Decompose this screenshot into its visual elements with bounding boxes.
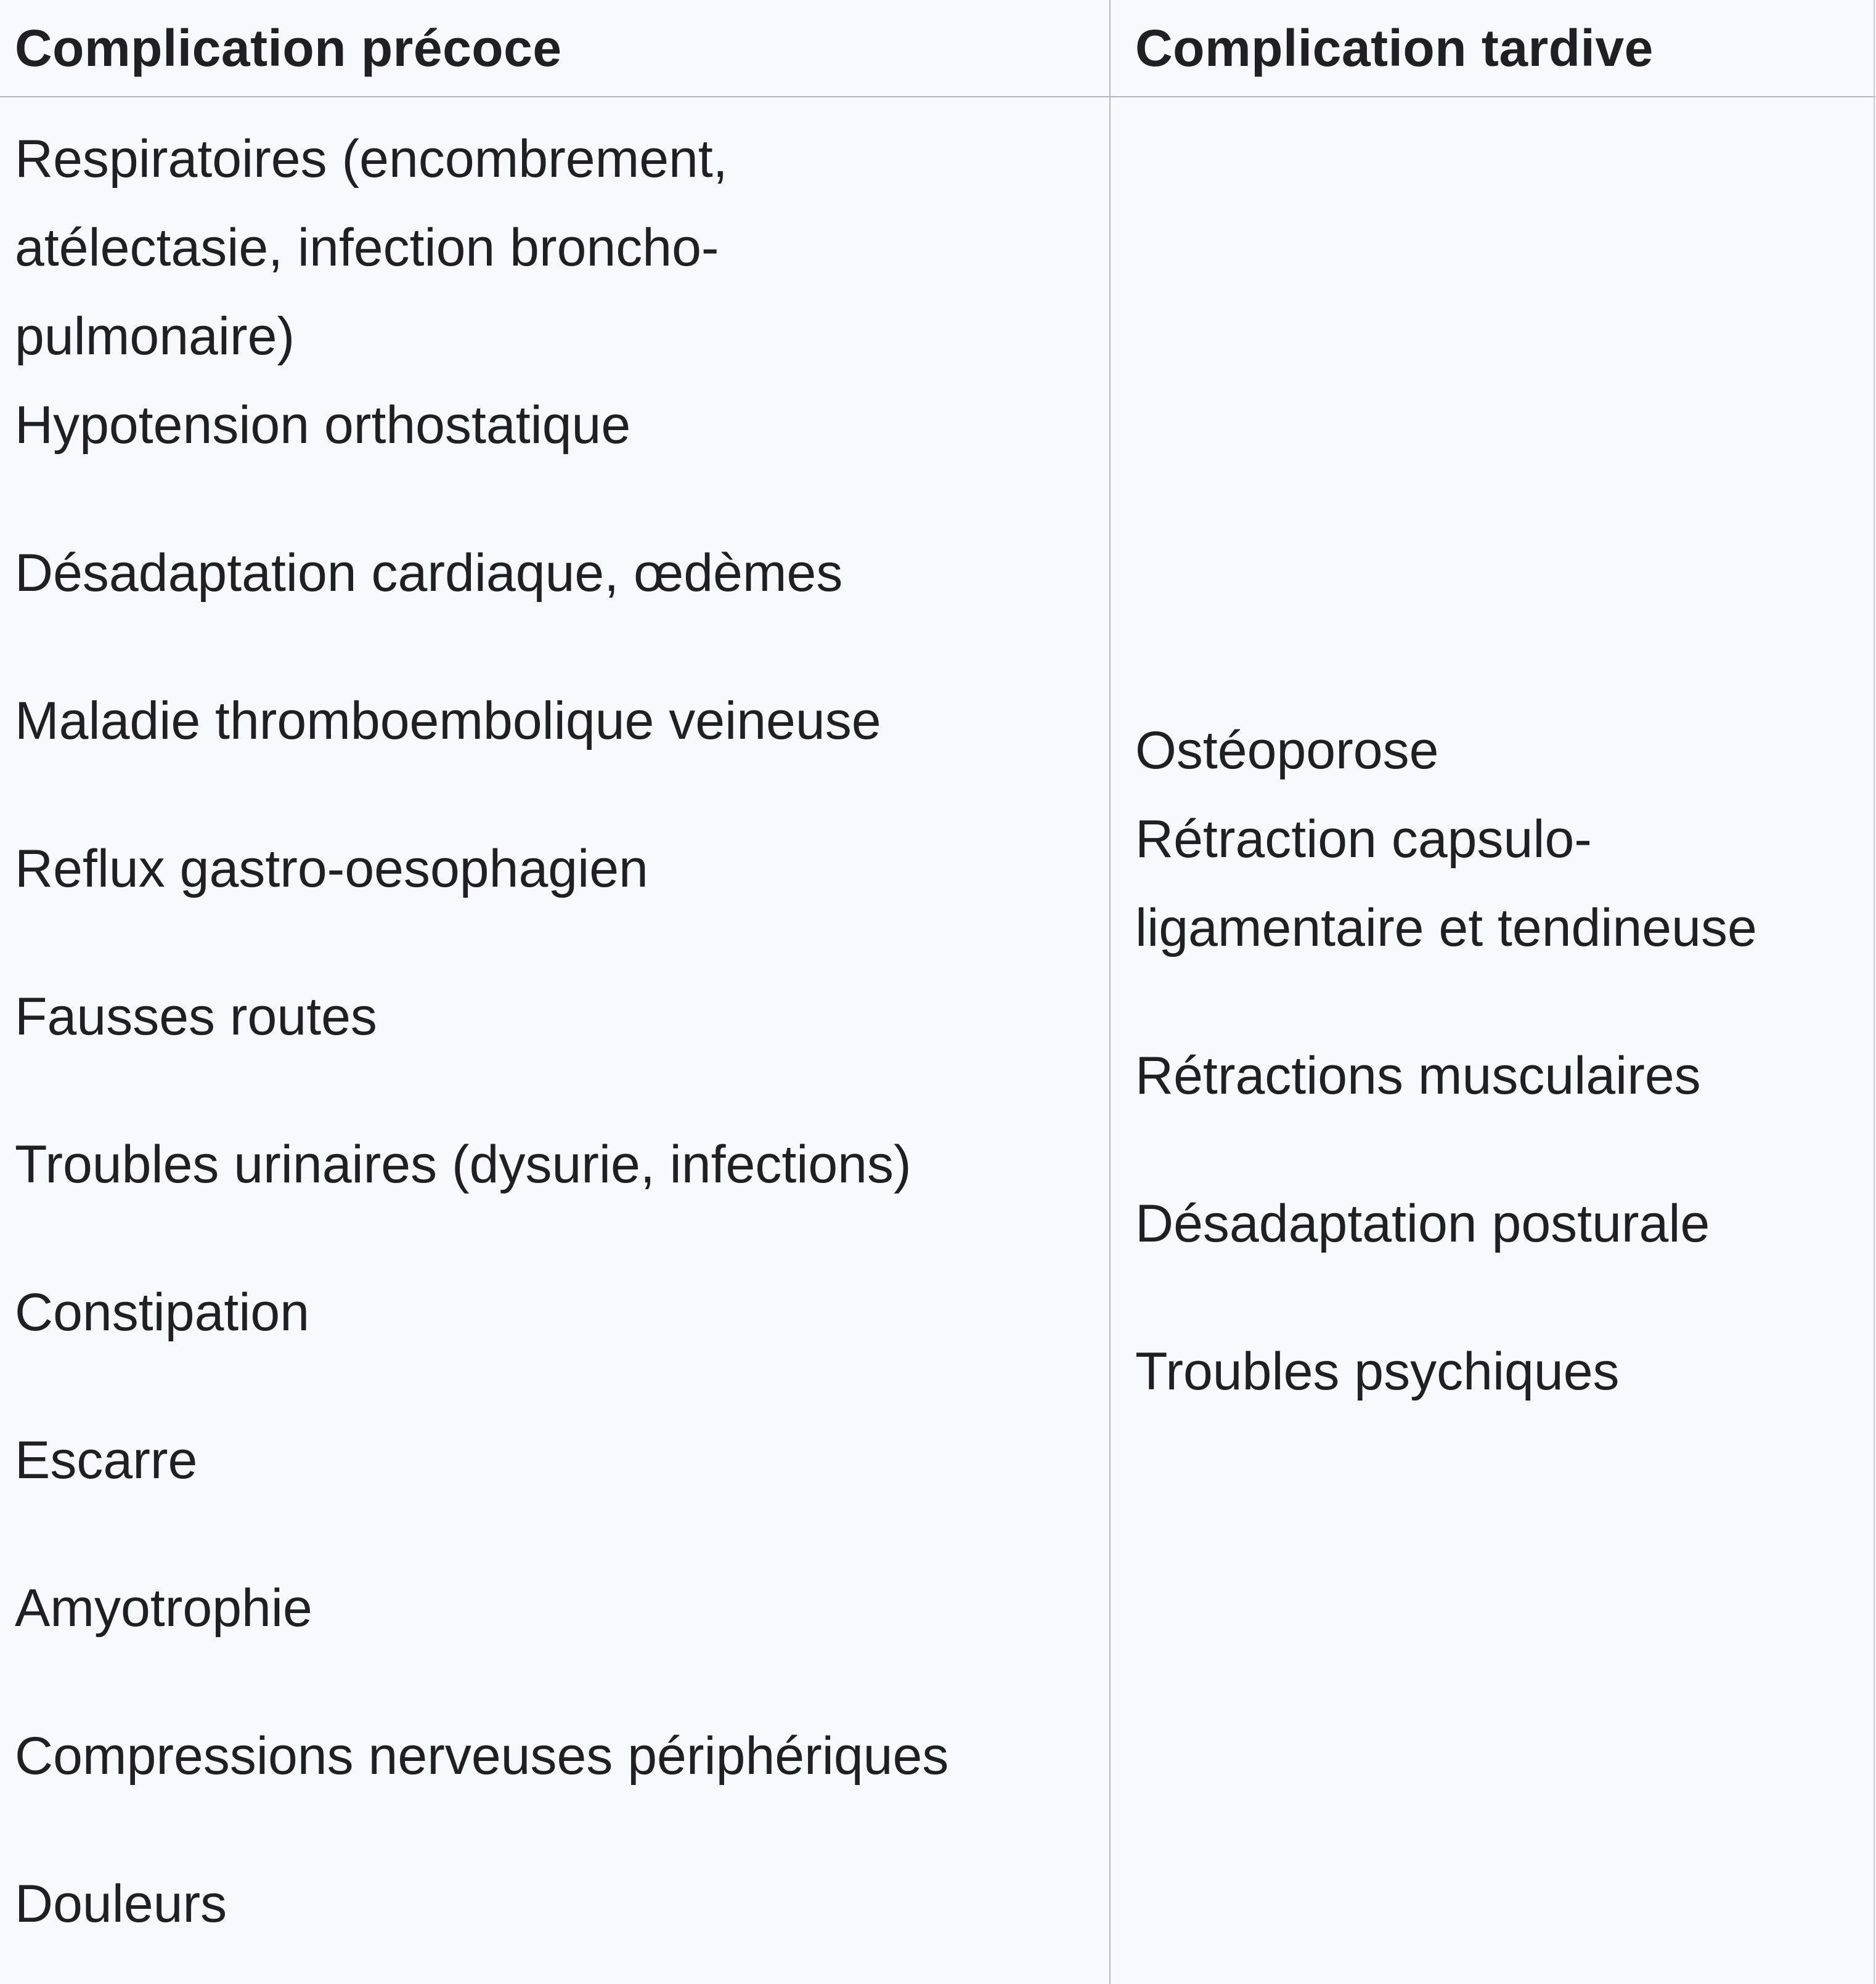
late-item-line: Rétraction capsulo- <box>1135 810 1592 869</box>
early-item: Fausses routes <box>15 987 377 1046</box>
late-item: Troubles psychiques <box>1135 1342 1620 1401</box>
early-item: Constipation <box>15 1283 310 1342</box>
late-item-line: ligamentaire et tendineuse <box>1135 898 1757 957</box>
early-item: Désadaptation cardiaque, œdèmes <box>15 543 843 603</box>
early-item: Amyotrophie <box>15 1579 312 1638</box>
early-item: Maladie thromboembolique veineuse <box>15 691 881 750</box>
early-item: Troubles urinaires (dysurie, infections) <box>15 1135 911 1194</box>
late-item <box>1135 795 1862 972</box>
table-right-border <box>1874 0 1875 1984</box>
late-column-spacer <box>1135 115 1862 706</box>
early-item: Douleurs <box>15 1874 227 1933</box>
early-item-line: Respiratoires (encombrement, <box>15 129 728 189</box>
late-complications-column <box>1135 115 1862 1416</box>
late-item: Rétractions musculaires <box>1135 1046 1701 1105</box>
early-item <box>15 115 1093 381</box>
early-item: Compressions nerveuses périphériques <box>15 1726 949 1786</box>
early-item: Escarre <box>15 1431 198 1490</box>
early-item-line: pulmonaire) <box>15 307 295 366</box>
early-complications-column <box>15 115 1093 1948</box>
header-late-complication: Complication tardive <box>1135 18 1654 77</box>
early-item: Reflux gastro-oesophagien <box>15 839 648 898</box>
header-divider <box>0 96 1876 97</box>
late-item: Ostéoporose <box>1135 721 1439 780</box>
late-item: Désadaptation posturale <box>1135 1194 1710 1253</box>
early-item: Hypotension orthostatique <box>15 396 631 455</box>
header-early-complication: Complication précoce <box>15 18 562 77</box>
early-item-line: atélectasie, infection broncho- <box>15 218 719 277</box>
column-divider <box>1109 0 1111 1984</box>
